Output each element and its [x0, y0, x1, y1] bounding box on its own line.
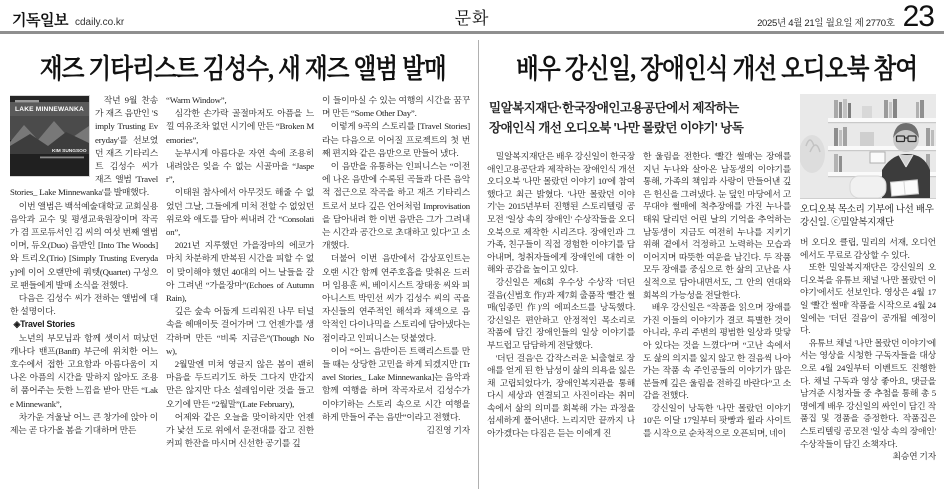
photo-caption: 오디오북 목소리 기부에 나선 배우 강신일. ⓒ밀알복지재단 — [800, 204, 934, 228]
column-text — [487, 150, 635, 440]
album-artist: KIM SUNGSOO — [52, 149, 87, 154]
masthead-group — [12, 9, 124, 30]
date-issue: 2025년 4월 21일 월요일 제 2770호 — [757, 18, 895, 29]
article-jazz-album — [10, 34, 470, 493]
article-body — [487, 94, 936, 499]
paragraph: 2021년 지루했던 가을장마의 에코가 마치 차분하게 반복된 시간을 피할 수 없이 맞이해야 했던 40대의 어느 날들을 갈아 그려낸 “가을장마”(Echoes of Autumn Rain), — [166, 240, 314, 304]
text-column-2 — [166, 94, 314, 466]
site-url: cdaily.co.kr — [74, 17, 125, 28]
paragraph: “Warm Window”, — [166, 95, 227, 105]
paragraph: 이태원 참사에서 아무것도 해줄 수 없었던 그날, 그들에게 미처 전할 수 없었던 위로와 애도를 담아 써내려 간 “Consolation”, — [166, 187, 314, 238]
column-text — [643, 150, 791, 440]
text-column-2 — [643, 150, 791, 462]
actor-photo — [800, 94, 936, 198]
paragraph: 심각한 손가락 골절마저도 아픔을 느낄 여유조차 없던 시기에 만든 “Broken Memories”, — [166, 108, 314, 145]
paragraph: 이렇게 9곡의 스토리를 [Travel Stories]라는 다음으로 이어질 프로젝트의 첫 번째 편지와 같은 음반으로 만들어 냈다. — [322, 121, 470, 158]
paragraph: 이번 앨범은 백석예술대학교 교회실용음악과 교수 및 평생교육원장이며 작곡가 겸 프로듀서인 김 씨의 여섯 번째 앨범이며, 듀오(Duo) 음반인 [Into The Woods]와 트리오(Trio) [Simply Trusting Everyday]에 이어 오랜만에 쿼텟(Quartet) 구성으로 팬들에게 발매 소식을 전했다. — [10, 200, 158, 290]
album-caption-bar — [40, 157, 84, 159]
headline-audiobook: 배우 강신일, 장애인식 개선 오디오북 참여 — [516, 54, 918, 84]
page-header — [0, 0, 944, 34]
article-body — [10, 94, 470, 466]
album-title: LAKE MINNEWANKA — [15, 106, 84, 113]
subhead-line-2: 장애인식 개선 오디오북 '나만 몰랐던 이야기' 낭독 — [489, 121, 744, 135]
reporter-byline: 최승연 기자 — [892, 451, 936, 462]
subheadline — [489, 98, 791, 138]
paragraph: 강신일이 낭독한 '나만 몰랐던 이야기 10'은 이달 17일부터 팟빵과 윌라 사이트를 시작으로 순차적으로 오픈되며, 네이 — [643, 402, 791, 439]
paragraph: 노년의 부모님과 함께 셋이서 떠났던 캐나다 밴프(Banff) 부근에 위치한 어느 호수에서 접한 고요함과 아름다움이 지나온 아픔의 시간을 말하지 않아도 조용히 품어주는 듯한 느낌을 받아 만든 “Lake Minnewank”, — [10, 332, 158, 409]
text-column-1 — [487, 150, 635, 462]
paragraph: 더불어 이번 음반에서 감상포인트는 오랜 시간 함께 연주호흡을 맞춰온 드러머 임용훈 씨, 베이시스트 장태웅 씨와 피아니스트 박민선 씨가 김성수 씨의 곡을 자신들의 연주적인 해석과 채색으로 음악적인 다이나믹을 스토리에 담아냈다는 점이라고 인피니스는 덧붙였다. — [322, 253, 470, 343]
paragraph: 이 음반을 유통하는 인피니스는 “이전에 나온 음반에 수록된 곡들과 다른 음악적 접근으로 작곡을 하고 재즈 기타리스트로서 보다 깊은 언어처럼 Improvisation을 담아내려 한 이번 음반은 그가 그려내는 시간과 공간으로 초대하고 있다”고 소개했다. — [322, 161, 470, 251]
masthead: 기독일보 — [12, 12, 68, 29]
paragraph: 2월말엔 미쳐 영글지 않은 봄이 괜히 마음을 두드리기도 하듯 그다지 반갑지만은 않지만 다소 설레임이란 것을 들고 오기에 만든 “2월말”(Late February), — [166, 359, 314, 409]
paragraph: 이 들이마실 수 있는 여행의 시간을 꿈꾸며 만든 “Some Other Day”. — [322, 95, 470, 119]
paragraph: 깊은 숲속 어둡게 드리워진 나무 터널 속을 헤매이듯 걸어가며 '그 언젠가'를 생각하며 만든 “비록 지금은”(Though Now), — [166, 306, 314, 356]
column-text — [800, 236, 936, 463]
article-main — [487, 94, 791, 499]
album-cover-art — [10, 96, 89, 176]
album-small-text-bar — [15, 100, 39, 102]
paragraph: 한 울림을 전한다. '빨간 썰매'는 장애를 지닌 누나와 살아온 남동생의 이야기를 통해, 가족의 책임과 사랑이 만들어낸 깊은 헌신을 그려냈다. 눈 덮인 마당에서 고무대야 썰매에 척추장애를 가진 누나를 태워 달리던 어린 날의 기억을 추억하는 남동생이 지금도 여전히 누나를 지키기 위해 곁에서 걱정하고 노력하는 모습과 이어지며 따뜻한 여운을 남긴다. 두 작품 모두 장애를 중심으로 한 삶의 고난을 사실적으로 담아내면서도, 그 안의 연대와 회복의 가능성을 전달한다. — [643, 151, 791, 300]
paragraph: 버 오디오 클립, 밀리의 서재, 오디언에서도 무료로 감상할 수 있다. — [800, 237, 936, 260]
date-page-group — [757, 0, 934, 33]
paragraph: '더딘 걸음'은 갑작스러운 뇌출혈로 장애를 얻게 된 한 남성이 삶의 의욕을 잃은 채 고립되었다가, 장애인복지관을 통해 다시 세상과 연결되고 사진이라는 취미 속에서 삶의 의미를 회복해 가는 과정을 섬세하게 풀어낸다. 느리지만 끝까지 나아가겠다는 다짐은 듣는 이에게 진 — [487, 352, 635, 439]
page-number: 23 — [902, 0, 934, 33]
paragraph: 작년 9월 찬송가 재즈 음반인 'Simply Trusting Everyday'를 선보였던 재즈 기타리스트 김성수 씨가 재즈 앨범 'Travel Stories_ Lake Minnewanka'를 발매했다. — [10, 95, 158, 198]
paragraph: ◈Travel Stories — [13, 319, 75, 330]
column-text — [322, 94, 470, 437]
text-column-3 — [322, 94, 470, 466]
section-title: 문화 — [454, 9, 490, 28]
column-text — [166, 94, 314, 450]
paragraph: 강신일은 제6회 우수상 수상작 '더딘 걸음(신범호 作)'과 제7회 출품작 '빨간 썰매(임종민 作)'의 에피소드를 낭독했다. 강신일은 편안하고 안정적인 목소리로 작품에 담긴 장애인들의 일상 이야기를 부드럽고 담담하게 전달했다. — [487, 276, 635, 350]
paragraph: 이어 “어느 음반이든 트랙리스트를 만들 때는 상당한 고민을 하게 되겠지만 [Travel Stories_ Lake Minnewanka]는 음악과 함께 여행을 하며 작곡자로서 김성수가 이야기하는 스토리 속으로 시간 여행을 하게 만들어 주는 음반”이라고 전했다. — [322, 345, 470, 422]
text-column-3 — [800, 236, 936, 463]
paragraph: 배우 강신일은 “작품을 읽으며 장애를 가진 이들의 이야기가 결코 특별한 것이 아니라, 우리 주변의 평범한 일상과 맞닿아 있다는 것을 느꼈다”며 “고난 속에서도 삶의 의지를 잃지 않고 한 걸음씩 나아가는 작품 속 주인공들의 이야기가 많은 분들께 깊은 울림을 전하길 바란다”고 소감을 전했다. — [643, 302, 791, 401]
paragraph: 유튜브 채널 '나만 몰랐던 이야기'에서는 영상을 시청한 구독자들을 대상으로 4월 24일부터 이벤트도 진행한다. 채널 구독과 영상 좋아요, 댓글을 남겨준 시청자들 중 추첨을 통해 총 5명에게 배우 강신일의 싸인이 담긴 작품집 및 경품을 증정한다. 작품집은 스토리텔링 공모전 '일상 속의 장애인' 수상작들이 담긴 소책자다. — [800, 337, 936, 449]
headline-jazz-album: 재즈 기타리스트 김성수, 새 재즈 앨범 발매 — [39, 54, 446, 84]
paragraph: 밀알복지재단은 배우 강신일이 한국장애인고용공단과 제작하는 장애인식 개선 오디오북 '나만 몰랐던 이야기 10'에 참여했다고 최근 밝혔다. '나만 몰랐던 이야기'는 2015년부터 진행된 스토리텔링 공모전 '일상 속의 장애인' 수상작들을 오디오북으로 제작한 시리즈다. 장애인과 그 가족, 친구들이 직접 경험한 이야기를 담아내며, 청취자들에게 장애인에 대한 이해와 공감을 높이고 있다. — [487, 151, 635, 275]
text-column-1 — [10, 94, 158, 466]
article-audiobook — [487, 34, 936, 493]
actor-photo-art — [800, 94, 936, 198]
page-content — [0, 34, 944, 493]
album-cover-image — [10, 96, 89, 176]
paragraph: 어제와 같은 오늘을 맞이하지만 언젠가 낯선 도로 위에서 운전대를 잡고 진한 커피 한잔을 마시며 신선한 공기를 깊 — [166, 411, 314, 449]
paragraph: 또한 밀알복지재단은 강신일의 오디오북을 유튜브 채널 '나만 몰랐던 이야기'에서도 선보인다. 영상은 4월 17일 '빨간 썰매' 작품을 시작으로 4월 24일에는 '더딘 걸음'이 공개될 예정이다. — [800, 262, 936, 336]
paragraph: 다음은 김성수 씨가 전하는 앨범에 대한 설명이다. — [10, 293, 158, 317]
reporter-byline: 김진영 기자 — [426, 425, 470, 436]
paragraph: 눈부시게 아름다운 자연 속에 조용히 내려앉은 잊을 수 없는 시골마을 “Jasper”, — [166, 147, 314, 185]
article-divider — [478, 40, 479, 489]
photo-column — [800, 94, 936, 499]
subhead-line-1: 밀알복지재단·한국장애인고용공단에서 제작하는 — [489, 101, 739, 115]
paragraph: 차가운 겨울날 어느 큰 창가에 앉아 이제는 곧 다가올 봄을 기대하며 만든 — [10, 411, 158, 436]
